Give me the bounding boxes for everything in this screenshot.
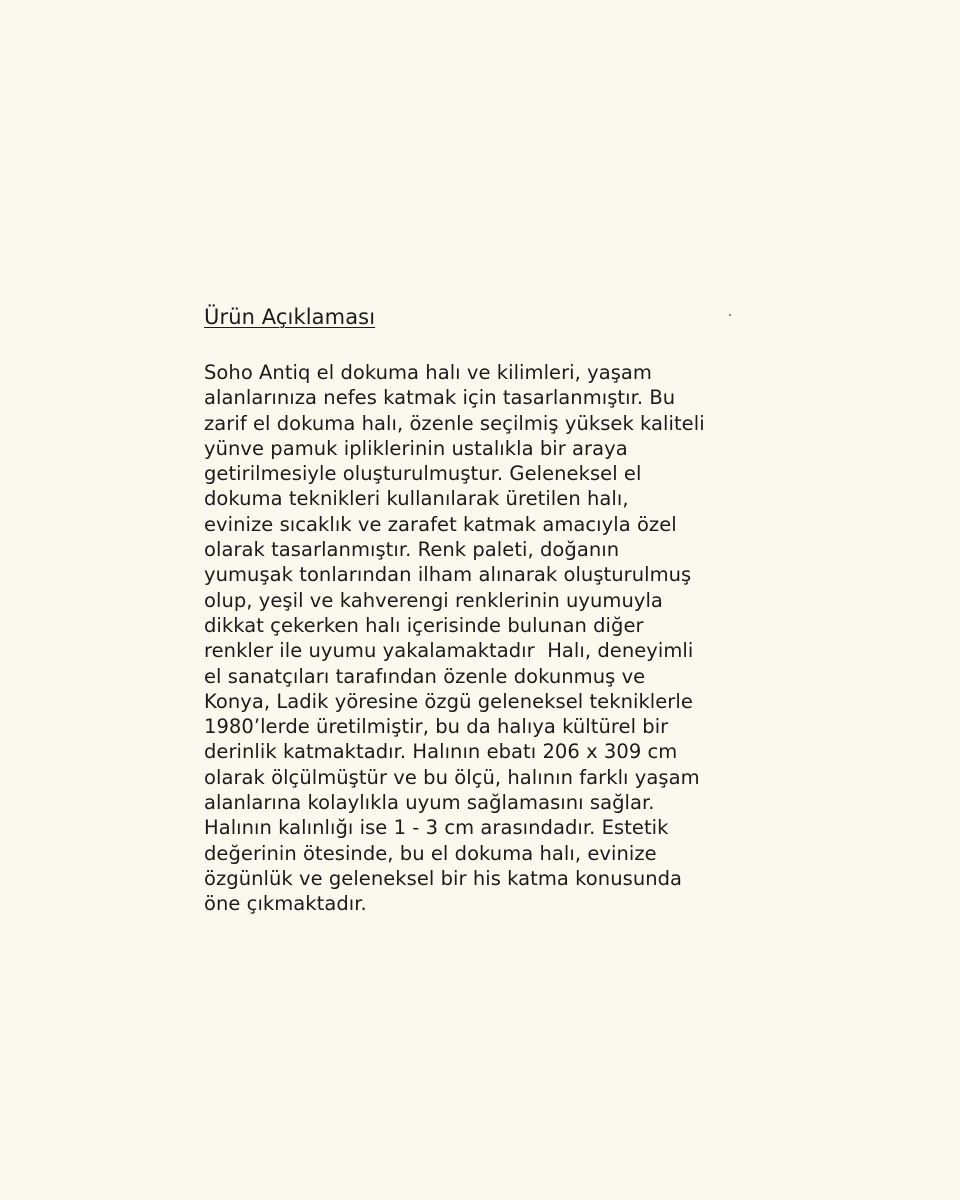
description-line: el sanatçıları tarafından özenle dokunmuş ve [204,664,646,688]
description-line: dikkat çekerken halı içerisinde bulunan diğer [204,613,644,637]
description-line: olarak ölçülmüştür ve bu ölçü, halının farklı yaşam [204,765,700,789]
description-line: özgünlük ve geleneksel bir his katma konusunda [204,866,683,890]
description-line: olarak tasarlanmıştır. Renk paleti, doğanın [204,538,620,562]
description-line: alanlarına kolaylıkla uyum sağlamasını sağlar. [204,791,655,815]
description-line: Konya, Ladik yöresine özgü geleneksel tekniklerle [204,689,693,713]
description-line: getirilmesiyle oluşturulmuştur. Geleneksel el [204,462,642,486]
description-line: yünve pamuk ipliklerinin ustalıkla bir araya [204,436,628,460]
description-line: alanlarınıza nefes katmak için tasarlanmıştır. Bu [204,386,676,410]
product-description [204,302,764,917]
description-line: olup, yeşil ve kahverengi renklerinin uyumuyla [204,588,663,612]
description-line: derinlik katmaktadır. Halının ebatı 206 x 309 cm [204,740,678,764]
page-title: Ürün Açıklaması [204,305,376,329]
description-line: öne çıkmaktadır. [204,892,367,916]
description-line: renkler ile uyumu yakalamaktadır Halı, deneyimli [204,639,694,663]
description-line: değerinin ötesinde, bu el dokuma halı, evinize [204,841,657,865]
dot-mark [729,314,731,316]
description-body [204,360,764,917]
description-line: evinize sıcaklık ve zarafet katmak amacıyla özel [204,512,677,536]
description-line: dokuma teknikleri kullanılarak üretilen halı, [204,487,629,511]
description-line: zarif el dokuma halı, özenle seçilmiş yüksek kaliteli [204,411,705,435]
description-line: Halının kalınlığı ise 1 - 3 cm arasındadır. Estetik [204,816,669,840]
description-line: 1980’lerde üretilmiştir, bu da halıya kültürel bir [204,715,669,739]
description-line: yumuşak tonlarından ilham alınarak oluşturulmuş [204,563,692,587]
description-line: Soho Antiq el dokuma halı ve kilimleri, yaşam [204,361,652,384]
